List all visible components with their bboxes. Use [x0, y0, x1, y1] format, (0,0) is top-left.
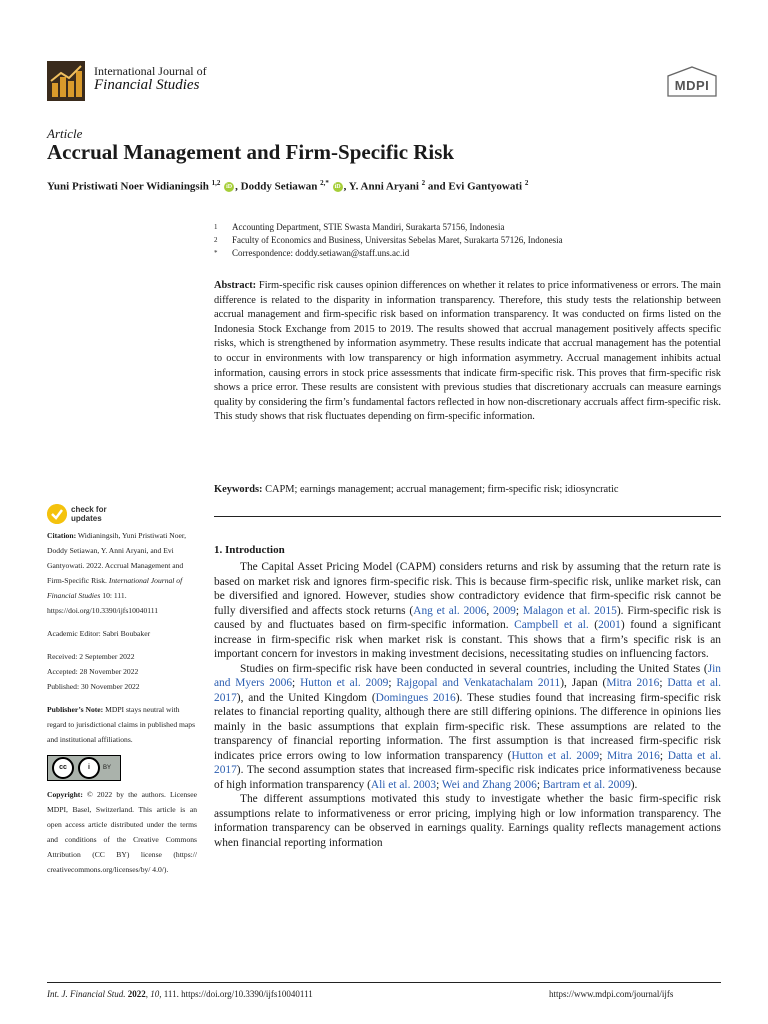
- check-updates-icon: [47, 504, 67, 524]
- check-for-updates-button[interactable]: [47, 504, 107, 524]
- publisher-note-text: MDPI stays neutral with regard to jurisdictional claims in published maps and institutional affiliations.: [47, 705, 196, 744]
- citation-link[interactable]: Malagon et al. 2015: [522, 604, 617, 617]
- author-name[interactable]: Evi Gantyowati: [448, 180, 523, 193]
- abstract: [214, 279, 721, 425]
- body-paragraph: [214, 560, 721, 662]
- author-name[interactable]: Yuni Pristiwati Noer Widianingsih: [47, 180, 209, 193]
- footer-divider: [47, 982, 721, 983]
- citation-link[interactable]: Campbell et al.: [514, 619, 589, 631]
- journal-name-line2: Financial Studies: [94, 77, 200, 93]
- citation-link[interactable]: Datta et al. 2017: [214, 677, 722, 704]
- citation-link[interactable]: Mitra 2016: [606, 677, 660, 689]
- citation-link[interactable]: Domingues 2016: [375, 691, 456, 704]
- author-affiliation-marker: 2: [421, 179, 426, 187]
- citation-link[interactable]: Rajgopal and Venkatachalam 2011: [396, 677, 561, 689]
- citation-link[interactable]: Wei and Zhang 2006: [441, 778, 537, 791]
- cc-by-license-badge[interactable]: [47, 755, 121, 781]
- article-sidebar: [47, 528, 197, 885]
- citation-link[interactable]: Datta et al. 2017: [214, 749, 722, 776]
- copyright-label: Copyright:: [47, 790, 83, 799]
- journal-logo-icon: [47, 61, 85, 101]
- affiliation-number: 1: [214, 223, 218, 231]
- citation-link[interactable]: 2001: [598, 619, 621, 631]
- section-divider: [214, 516, 721, 517]
- orcid-icon[interactable]: iD: [226, 184, 233, 191]
- section-heading: 1. Introduction: [214, 544, 285, 556]
- paragraph-text: (: [588, 619, 599, 631]
- check-updates-line2: updates: [71, 514, 102, 523]
- citation-text: Widianingsih, Yuni Pristiwati Noer, Doddy Setiawan, Y. Anni Aryani, and Evi Gantyowati. 2022. Accrual Management and Firm-Specific Risk.: [47, 531, 187, 585]
- author-affiliation-marker: 2,*: [320, 179, 329, 187]
- publisher-note: [47, 702, 197, 747]
- mdpi-logo-text: MDPI: [674, 78, 710, 93]
- footer-citation: Int. J. Financial Stud. 2022, 10, 111. https://doi.org/10.3390/ijfs10040111: [47, 989, 313, 999]
- paragraph-text: The Capital Asset Pricing Model (CAPM) considers returns and risk by assuming that the return rate is based on market risk and ignores firm-specific risk. This is because firm-specific risk, unlike market risk, can be diversified and ignored. However, studies show contradictory evidence that firm-specific risk cannot be fully diversified and affects stock returns (: [214, 561, 721, 617]
- abstract-text: Firm-specific risk causes opinion differences on whether it relates to price informativeness or errors. The main difference is related to the disparity in information transparency. Therefore, this study tests the relationship between accrual management and firm-specific risk based on information transparency. It was conducted on firms listed on the Indonesia Stock Exchange from 2015 to 2019. The results showed that accrual management positively affects specific risks, which is strengthened by information asymmetry. These results indicate that accrual management has the potential to occur in environments with low transparency or high information asymmetry. Accrual management inhibits actual information, causing errors in stock price assessments that indicate firm-specific risk. This proves that firm-specific risk shows a price error. These results are consistent with previous studies that discretionary accruals can measure earnings quality by considering the firm’s fundamental factors reflected in how non-discretionary accruals affect firm-specific risk. This study shows that risk fluctuates depending on firm-specific information.: [214, 280, 721, 423]
- citation-link[interactable]: Mitra 2016: [607, 749, 660, 762]
- body-paragraph: [214, 792, 721, 850]
- affiliation-text: Accounting Department, STIE Swasta Mandiri, Surakarta 57156, Indonesia: [232, 222, 505, 232]
- author-affiliation-marker: 1,2: [211, 179, 221, 187]
- citation-link[interactable]: Jin and Myers 2006: [214, 662, 721, 689]
- paragraph-text: ;: [292, 677, 301, 689]
- journal-name-line1: International Journal of: [94, 64, 207, 78]
- citation-link[interactable]: Hutton et al. 2009: [511, 749, 600, 762]
- paragraph-text: Studies on firm-specific risk have been conducted in several countries, including the United States (: [240, 662, 708, 675]
- copyright-text: © 2022 by the authors. Licensee MDPI, Basel, Switzerland. This article is an open access article distributed under the terms and conditions of the Creative Commons Attribution (CC BY) license (https:// creativecommons.org/licenses/by/ 4.0/).: [47, 790, 197, 874]
- copyright-block: [47, 787, 197, 877]
- affiliation-number: 2: [214, 236, 218, 244]
- citation-link[interactable]: 2009: [493, 604, 516, 617]
- journal-name: [94, 64, 207, 92]
- correspondence-marker: *: [214, 249, 218, 257]
- footer-journal-abbrev: Int. J. Financial Stud.: [47, 989, 126, 999]
- affiliation-text: Faculty of Economics and Business, Universitas Sebelas Maret, Surakarta 57126, Indonesia: [232, 235, 563, 245]
- attribution-icon: i: [78, 757, 100, 779]
- footer-volume: 10: [150, 989, 160, 999]
- citation-journal: International Journal of Financial Studies: [47, 576, 183, 600]
- citation-doi[interactable]: 10: 111. https://doi.org/10.3390/ijfs10040111: [47, 591, 159, 615]
- paragraph-text: ;: [388, 677, 397, 689]
- citation-block: [47, 528, 197, 618]
- paragraph-text: ;: [659, 749, 668, 762]
- academic-editor: Academic Editor: Sabri Boubaker: [47, 629, 151, 638]
- citation-label: Citation:: [47, 531, 77, 540]
- affiliation-row: [214, 221, 563, 234]
- affiliation-row: [214, 234, 563, 247]
- article-type: Article: [47, 126, 83, 141]
- orcid-icon[interactable]: iD: [334, 184, 341, 191]
- footer-journal-url[interactable]: https://www.mdpi.com/journal/ijfs: [549, 989, 674, 999]
- paragraph-text: ,: [486, 604, 494, 617]
- received-date: Received: 2 September 2022: [47, 652, 135, 661]
- citation-link[interactable]: Hutton et al. 2009: [300, 677, 389, 689]
- cc-by-label: BY: [103, 764, 112, 771]
- paragraph-text: ) found a significant increase in firm-specific risk when market risk is constant. This shows that a firm’s specific risk is an important concern for investors in making investment decisions, necessitating studies on influencing factors.: [214, 619, 721, 660]
- paragraph-text: ).: [630, 778, 638, 791]
- paragraph-text: ). Firm-specific risk is caused by and fluctuates based on firm-specific information.: [214, 604, 722, 631]
- paragraph-text: ;: [536, 778, 543, 791]
- keywords: [214, 484, 721, 495]
- body-paragraph: [214, 662, 721, 793]
- citation-link[interactable]: Ang et al. 2006: [413, 604, 487, 617]
- author-name[interactable]: Doddy Setiawan: [240, 180, 318, 193]
- paragraph-text: ), Japan (: [560, 677, 607, 689]
- keywords-text: CAPM; earnings management; accrual management; firm-specific risk; idiosyncratic: [265, 484, 619, 495]
- paragraph-text: ;: [599, 749, 608, 762]
- paragraph-text: ), and the United Kingdom (: [236, 691, 376, 704]
- paragraph-text: ;: [515, 604, 523, 617]
- keywords-label: Keywords:: [214, 484, 263, 495]
- citation-link[interactable]: Bartram et al. 2009: [542, 778, 631, 791]
- body-text: [214, 560, 721, 850]
- paragraph-text: ). The second assumption states that increased firm-specific risk indicates price informativeness because of high information transparency (: [214, 764, 721, 791]
- footer-doi[interactable]: , 111. https://doi.org/10.3390/ijfs10040111: [159, 989, 313, 999]
- published-date: Published: 30 November 2022: [47, 682, 140, 691]
- author-list: Yuni Pristiwati Noer Widianingsih $^{1,2}$ iD , Doddy Setiawan $^{2,*}$ iD , Y. Anni Aryani $^2$ and Evi Gantyowati $^2$: [47, 179, 529, 193]
- accepted-date: Accepted: 28 November 2022: [47, 667, 139, 676]
- publisher-note-label: Publisher’s Note:: [47, 705, 104, 714]
- paragraph-text: ;: [436, 778, 442, 791]
- paragraph-text: The different assumptions motivated this study to investigate whether the basic firm-specific risk assumptions relate to informativeness or error pricing, implying high or low information transparency. The information transparency can be observed in earnings quality. Earnings quality reflects management actions when financial reporting information: [214, 793, 721, 849]
- paragraph-text: ;: [659, 677, 668, 689]
- creative-commons-icon: cc: [52, 757, 74, 779]
- author-name[interactable]: Y. Anni Aryani: [348, 180, 419, 193]
- abstract-label: Abstract:: [214, 280, 257, 291]
- article-title: Accrual Management and Firm-Specific Risk: [47, 140, 455, 164]
- citation-link[interactable]: Ali et al. 2003: [370, 778, 437, 791]
- check-updates-line1: check for: [71, 505, 107, 514]
- author-affiliation-marker: 2: [524, 179, 529, 187]
- footer-year: 2022: [127, 989, 146, 999]
- correspondence-text[interactable]: Correspondence: doddy.setiawan@staff.uns.ac.id: [232, 248, 410, 258]
- paragraph-text: ). These studies found that increasing firm-specific risk relates to financial reporting quality, although there are still differing opinions. The difference in opinions lies mainly in the basic assumptions that explain firm-specific risk. These assumptions are related to the transparency of financial reporting information. The first assumption is that increased firm-specific risk indicates price errors owing to low information transparency (: [214, 691, 721, 762]
- correspondence-row: [214, 247, 563, 260]
- affiliations: [214, 221, 563, 260]
